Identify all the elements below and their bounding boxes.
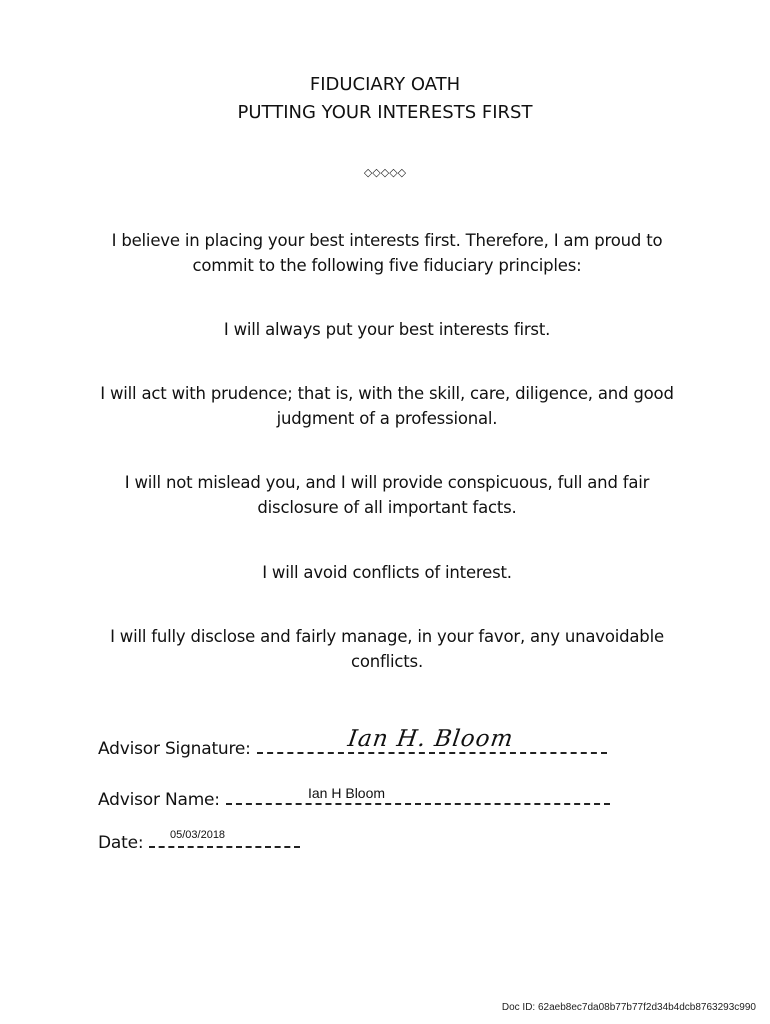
document-subtitle: PUTTING YOUR INTERESTS FIRST: [237, 102, 533, 123]
signature-label: Advisor Signature:: [98, 739, 251, 759]
intro-paragraph: I believe in placing your best interests first. Therefore, I am proud to commit to the following five fiduciary principles:: [111, 231, 663, 275]
date-label: Date:: [98, 833, 144, 853]
principle-2: I will act with prudence; that is, with the skill, care, diligence, and good judgment of a professional.: [100, 384, 674, 428]
principle-5: I will fully disclose and fairly manage, in your favor, any unavoidable conflicts.: [110, 627, 664, 671]
doc-id: Doc ID: 62aeb8ec7da08b77b77f2d34b4dcb8763293c990: [501, 1002, 756, 1013]
document-title: FIDUCIARY OATH: [309, 74, 461, 95]
advisor-name-value: Ian H Bloom: [308, 785, 386, 801]
name-label: Advisor Name:: [98, 790, 220, 810]
principle-4: I will avoid conflicts of interest.: [262, 563, 512, 582]
principle-1: I will always put your best interests first.: [223, 320, 551, 339]
date-value: 05/03/2018: [170, 829, 226, 841]
diamond-ornament-icon: ◇◇◇◇◇: [363, 166, 407, 179]
name-field[interactable]: [226, 789, 610, 805]
advisor-signature: Ian H. Bloom: [346, 726, 516, 752]
principle-3: I will not mislead you, and I will provide conspicuous, full and fair disclosure of all important facts.: [124, 473, 650, 517]
